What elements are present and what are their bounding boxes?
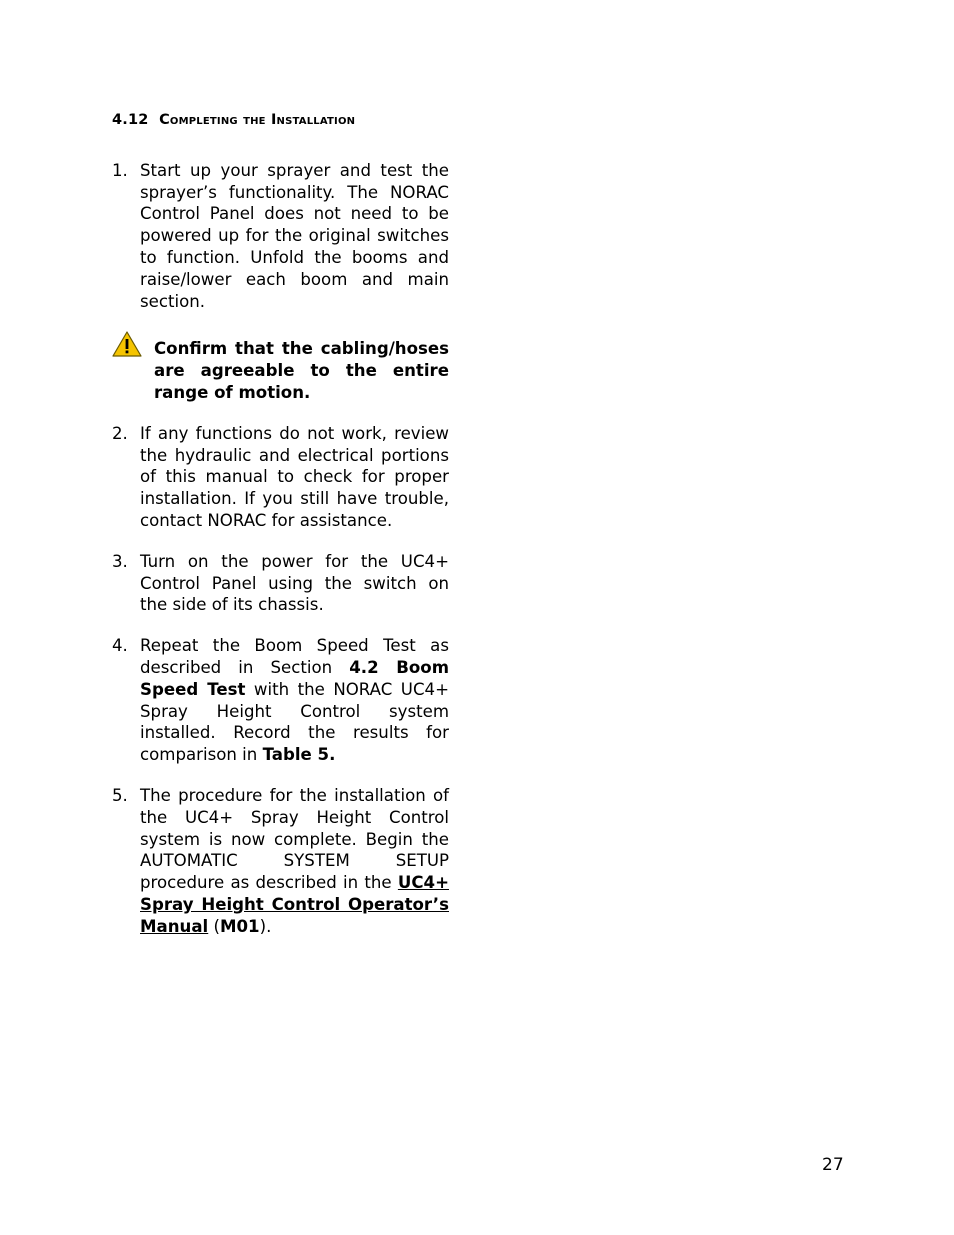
section-reference: 4.2 Boom Speed Test [140, 657, 449, 699]
list-text [140, 786, 449, 936]
text-run: ( [208, 916, 220, 936]
list-number: 1. [112, 160, 128, 180]
list-item-4 [112, 635, 449, 766]
list-number: 5. [112, 785, 128, 805]
list-item-5 [112, 785, 449, 938]
text-run: Repeat the Boom Speed Test as described in Section [140, 636, 449, 677]
manual-link[interactable]: UC4+ Spray Height Control Operator’s Manual [140, 873, 449, 936]
list-text [140, 636, 449, 764]
text-run: ). [259, 916, 272, 936]
manual-code: M01 [219, 916, 260, 936]
list-item-1 [112, 160, 449, 313]
list-text: If any functions do not work, review the hydraulic and electrical portions of this manual to check for proper installation. If you still have trouble, contact NORAC for assistance. [140, 423, 449, 530]
warning-text: Confirm that the cabling/hoses are agreeable to the entire range of motion. [154, 339, 449, 402]
warning-note [112, 338, 449, 403]
list-item-3 [112, 551, 449, 616]
section-number: 4.12 [112, 112, 149, 128]
list-item-2 [112, 423, 449, 532]
warning-triangle-icon [112, 331, 142, 357]
list-number: 3. [112, 551, 128, 571]
list-number: 4. [112, 636, 128, 656]
section-title: Completing the Installation [159, 112, 356, 128]
list-text: Start up your sprayer and test the sprayer’s functionality. The NORAC Control Panel does not need to be powered up for the original switches to function. Unfold the booms and raise/lower each boom and main section. [140, 160, 449, 311]
text-run: The procedure for the installation of the UC4+ Spray Height Control system is now complete. Begin the AUTOMATIC SYSTEM SETUP procedure as described in the [140, 785, 449, 893]
table-reference: Table 5. [262, 745, 336, 765]
list-text: Turn on the power for the UC4+ Control Panel using the switch on the side of its chassis. [140, 551, 449, 615]
text-run: with the NORAC UC4+ Spray Height Control system installed. Record the results for comparison in [140, 679, 449, 765]
list-number: 2. [112, 423, 128, 443]
content-column [112, 110, 449, 957]
section-heading [112, 110, 449, 132]
page-number: 27 [822, 1155, 844, 1175]
